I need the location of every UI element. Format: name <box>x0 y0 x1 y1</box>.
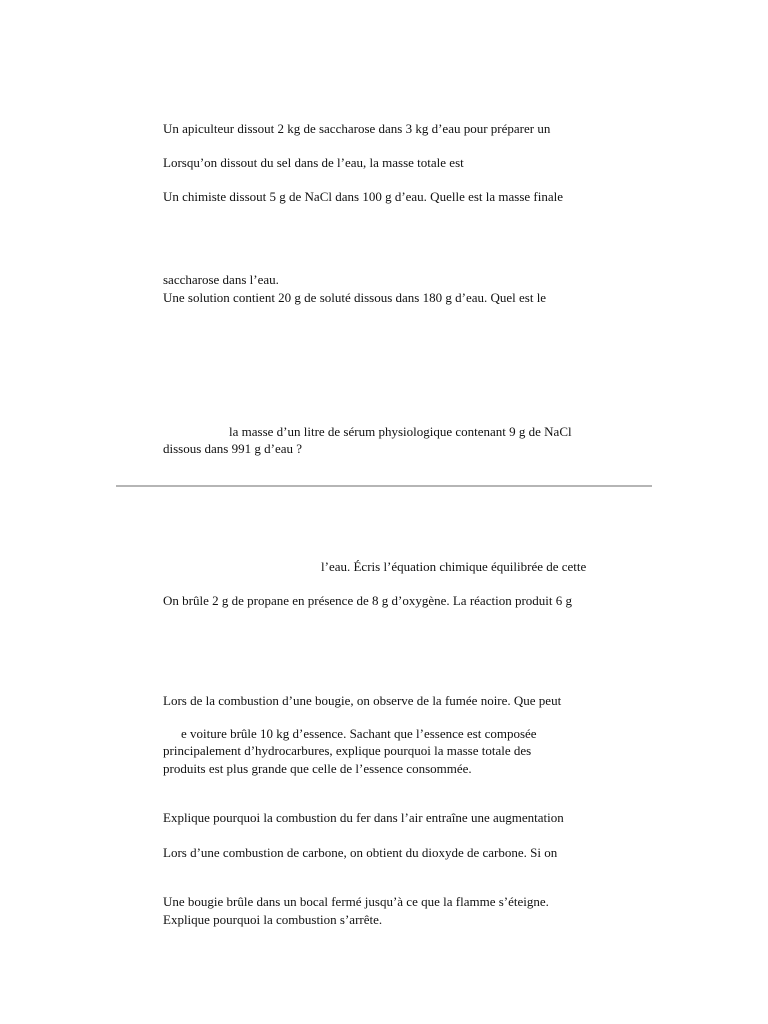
text-line: Un chimiste dissout 5 g de NaCl dans 100 g d’eau. Quelle est la masse finale <box>163 189 564 204</box>
text-line: saccharose dans l’eau. <box>163 272 279 287</box>
text-line: principalement d’hydrocarbures, explique pourquoi la masse totale des <box>163 743 532 758</box>
text-line: Une bougie brûle dans un bocal fermé jusqu’à ce que la flamme s’éteigne. <box>163 894 549 909</box>
text-line: Lorsqu’on dissout du sel dans de l’eau, la masse totale est <box>163 155 464 170</box>
section-divider <box>116 485 652 487</box>
text-line: la masse d’un litre de sérum physiologique contenant 9 g de NaCl <box>229 424 572 439</box>
text-line: Explique pourquoi la combustion du fer dans l’air entraîne une augmentation <box>163 810 564 825</box>
text-line: e voiture brûle 10 kg d’essence. Sachant que l’essence est composée <box>181 726 537 741</box>
text-line: Un apiculteur dissout 2 kg de saccharose dans 3 kg d’eau pour préparer un <box>163 121 551 136</box>
text-line: Une solution contient 20 g de soluté dissous dans 180 g d’eau. Quel est le <box>163 290 547 305</box>
text-line: On brûle 2 g de propane en présence de 8 g d’oxygène. La réaction produit 6 g <box>163 593 572 608</box>
text-line: dissous dans 991 g d’eau ? <box>163 441 303 456</box>
text-line: Lors d’une combustion de carbone, on obtient du dioxyde de carbone. Si on <box>163 845 558 860</box>
text-line: Lors de la combustion d’une bougie, on observe de la fumée noire. Que peut <box>163 693 562 708</box>
text-line: Explique pourquoi la combustion s’arrête. <box>163 912 383 927</box>
text-line: produits est plus grande que celle de l’essence consommée. <box>163 761 472 776</box>
text-line: l’eau. Écris l’équation chimique équilibrée de cette <box>321 559 587 574</box>
